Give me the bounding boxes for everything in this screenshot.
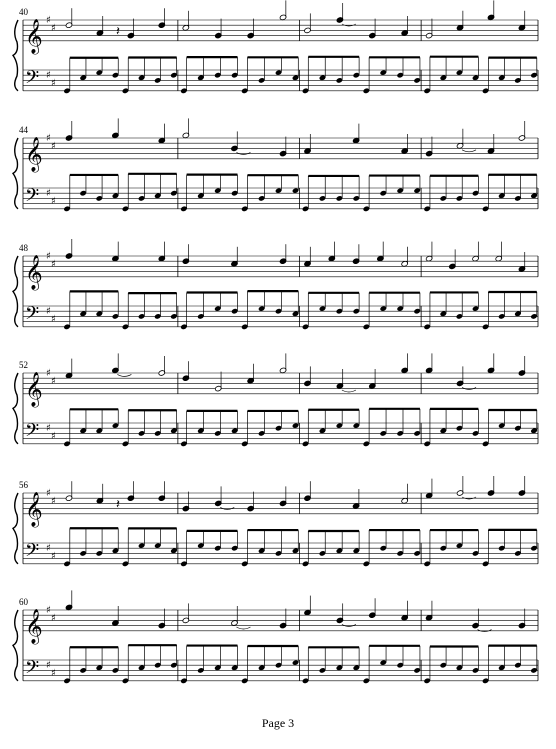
- bass-clef-icon: 𝄢: [25, 303, 40, 329]
- treble-clef-icon: 𝄞: [25, 136, 43, 172]
- grand-staff-brace: [13, 610, 18, 681]
- sharp-icon: ♯: [46, 605, 51, 616]
- quarter-rest-icon: 𝄽: [116, 497, 120, 513]
- sharp-icon: ♯: [51, 612, 56, 624]
- sharp-icon: ♯: [51, 78, 56, 89]
- treble-clef-icon: 𝄞: [25, 608, 43, 644]
- sharp-icon: ♯: [51, 668, 56, 679]
- staff-system: [13, 239, 538, 330]
- sharp-icon: ♯: [51, 196, 56, 207]
- sharp-icon: ♯: [51, 375, 56, 387]
- grand-staff-brace: [13, 493, 18, 564]
- grand-staff-brace: [13, 138, 18, 209]
- treble-clef-icon: 𝄞: [25, 254, 43, 290]
- sharp-icon: ♯: [51, 258, 56, 270]
- measure-number: 56: [19, 480, 28, 490]
- tie-icon: [236, 627, 250, 629]
- tie-icon: [462, 150, 476, 152]
- sharp-icon: ♯: [46, 543, 51, 555]
- page-number: Page 3: [261, 716, 295, 730]
- grand-staff-brace: [13, 373, 18, 444]
- bass-clef-icon: 𝄢: [25, 67, 40, 93]
- treble-clef-icon: 𝄞: [25, 371, 43, 407]
- treble-clef-icon: 𝄞: [25, 18, 43, 54]
- sharp-icon: ♯: [51, 495, 56, 507]
- grand-staff-brace: [13, 20, 18, 91]
- measure-number: 40: [19, 7, 28, 17]
- bass-clef-icon: 𝄢: [25, 540, 40, 566]
- sharp-icon: ♯: [46, 660, 51, 672]
- sharp-icon: ♯: [46, 15, 51, 26]
- measure-number: 52: [19, 360, 28, 370]
- bass-clef-icon: 𝄢: [25, 420, 40, 446]
- sharp-icon: ♯: [46, 488, 51, 499]
- bass-clef-icon: 𝄢: [25, 657, 40, 683]
- sharp-icon: ♯: [46, 368, 51, 379]
- sharp-icon: ♯: [51, 551, 56, 562]
- sharp-icon: ♯: [46, 423, 51, 435]
- sharp-icon: ♯: [51, 314, 56, 325]
- grand-staff-brace: [13, 256, 18, 327]
- measure-number: 48: [19, 243, 28, 253]
- sharp-icon: ♯: [51, 431, 56, 442]
- sharp-icon: ♯: [46, 188, 51, 200]
- sharp-icon: ♯: [46, 306, 51, 318]
- sharp-icon: ♯: [46, 70, 51, 82]
- bass-clef-icon: 𝄢: [25, 185, 40, 211]
- sharp-icon: ♯: [51, 22, 56, 34]
- measure-number: 44: [19, 125, 28, 135]
- sharp-icon: ♯: [46, 133, 51, 144]
- staff-system: [13, 476, 538, 567]
- quarter-rest-icon: 𝄽: [116, 24, 120, 40]
- treble-clef-icon: 𝄞: [25, 491, 43, 527]
- measure-number: 60: [19, 597, 28, 607]
- sharp-icon: ♯: [46, 251, 51, 262]
- staff-system: [13, 118, 538, 212]
- sharp-icon: ♯: [51, 140, 56, 152]
- staff-system: [13, 0, 538, 94]
- tie-icon: [342, 390, 356, 392]
- tie-icon: [117, 374, 131, 376]
- staff-system: [13, 353, 538, 447]
- staff-system: [13, 590, 538, 684]
